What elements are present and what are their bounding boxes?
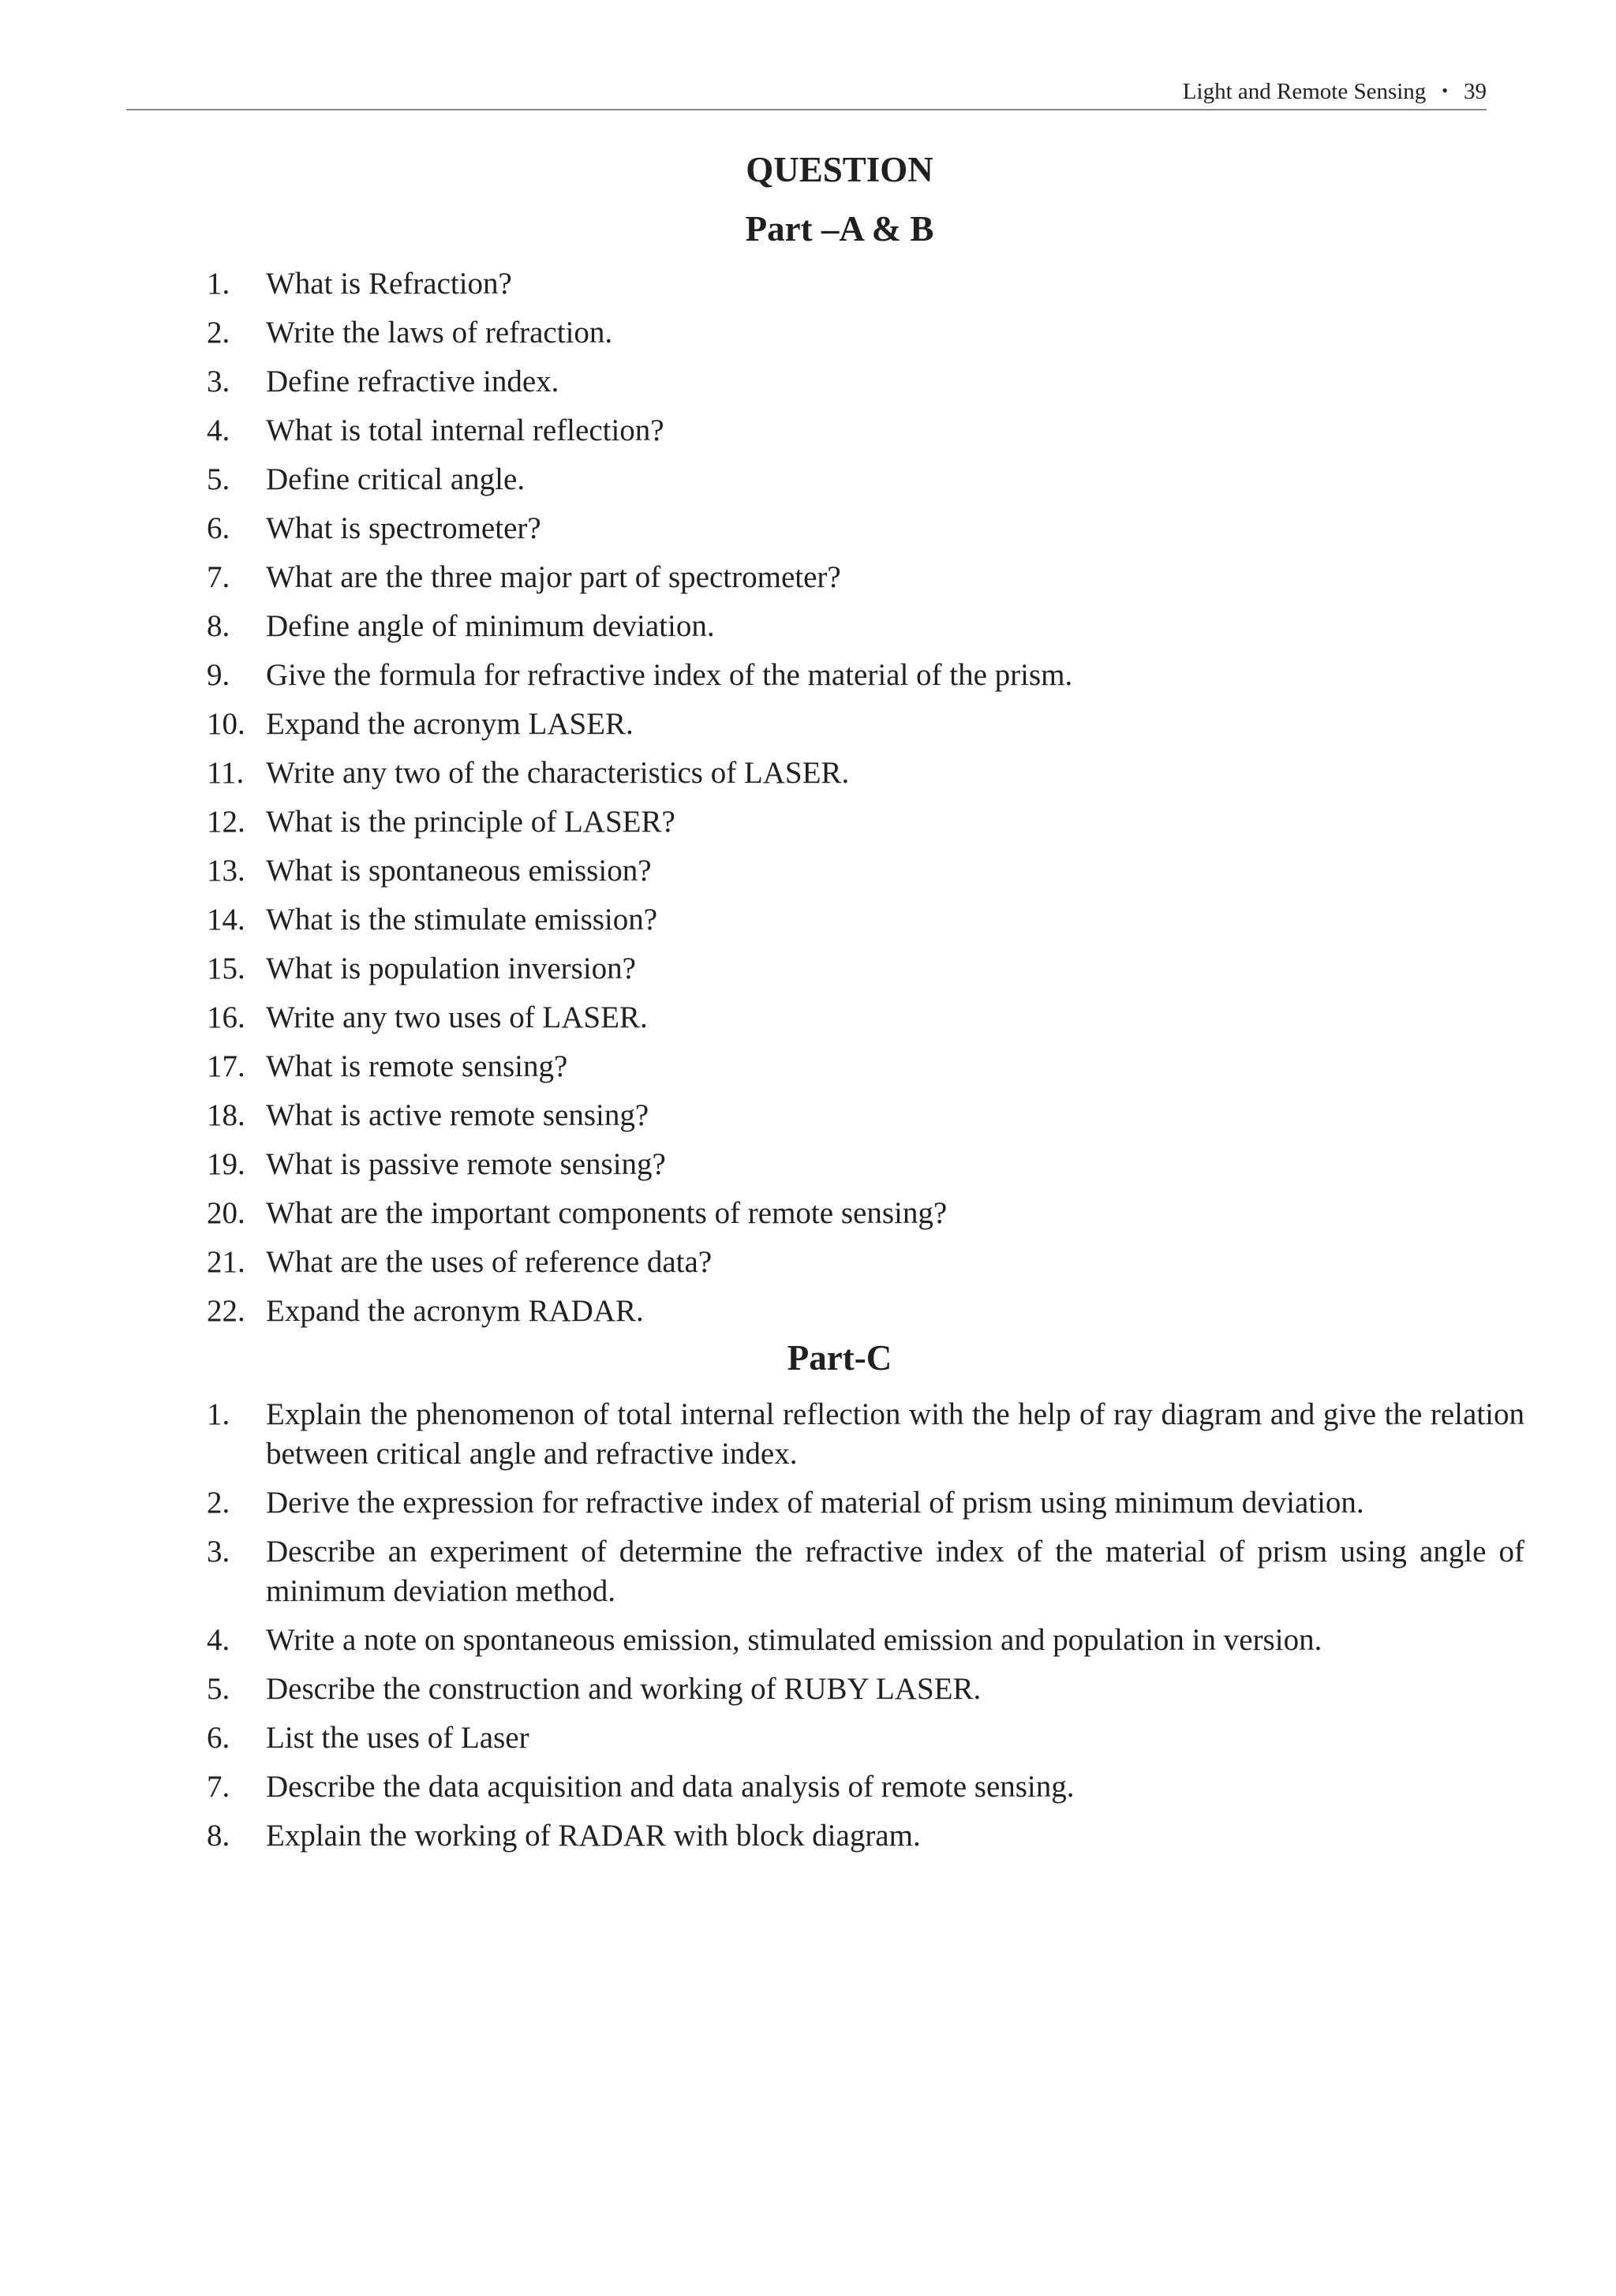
question-text: What is population inversion? [266,952,636,985]
question-number: 1. [207,267,230,301]
question-item [207,509,1524,558]
question-number: 7. [207,1770,230,1804]
question-item [207,1767,1524,1807]
question-number: 2. [207,1486,230,1520]
question-item [207,1532,1524,1611]
question-text: What is remote sensing? [266,1049,568,1083]
question-item [207,1395,1524,1474]
question-item [207,1483,1524,1523]
question-number: 15. [207,952,245,985]
question-item [207,802,1524,851]
page-number: 39 [1464,79,1487,104]
question-number: 13. [207,854,245,888]
question-text: Describe the data acquisition and data analysis of remote sensing. [266,1770,1075,1804]
question-item [207,313,1524,362]
question-text: Define critical angle. [266,462,526,496]
question-item [207,656,1524,705]
header-text [1183,77,1487,105]
question-item [207,1816,1524,1856]
question-text: Explain the phenomenon of total internal reflection with the help of ray diagram and give the relation between critical angle and refractive index. [266,1397,1524,1471]
question-item [207,900,1524,949]
question-number: 14. [207,903,245,937]
question-number: 8. [207,1819,230,1853]
question-item [207,264,1524,313]
question-item [207,1145,1524,1194]
question-number: 6. [207,511,230,545]
question-text: Define angle of minimum deviation. [266,609,715,643]
part-ab-heading: Part –A & B [745,209,934,249]
question-text: Describe the construction and working of RUBY LASER. [266,1672,982,1706]
question-number: 9. [207,658,230,692]
question-number: 6. [207,1721,230,1755]
question-number: 7. [207,560,230,594]
question-item [207,949,1524,998]
header-title: Light and Remote Sensing [1182,79,1427,104]
question-number: 3. [207,1535,230,1569]
question-item [207,1670,1524,1709]
part-c-question-list [207,1395,1524,1865]
main-heading: QUESTION [746,150,933,189]
part-c-heading: Part-C [787,1338,892,1378]
question-item [207,1621,1524,1660]
question-number: 20. [207,1196,245,1230]
part-ab-question-list [207,264,1524,1341]
question-number: 17. [207,1049,245,1083]
question-text: Derive the expression for refractive index of material of prism using minimum deviation. [266,1486,1364,1520]
question-item [207,705,1524,753]
question-number: 3. [207,365,230,398]
question-number: 22. [207,1294,245,1328]
question-item [207,1292,1524,1341]
question-item [207,851,1524,900]
question-item [207,1718,1524,1758]
question-item [207,1096,1524,1145]
header-bullet: • [1442,80,1448,100]
question-number: 11. [207,756,245,790]
question-item [207,362,1524,411]
question-number: 2. [207,316,230,350]
question-text: Expand the acronym RADAR. [266,1294,644,1328]
question-number: 5. [207,462,230,496]
question-text: What is Refraction? [266,267,512,301]
question-text: What are the uses of reference data? [266,1245,713,1279]
question-number: 4. [207,413,230,447]
running-header [126,73,1487,110]
question-text: What is active remote sensing? [266,1098,649,1132]
question-text: Describe an experiment of determine the refractive index of the material of prism using angle of minimum deviation method. [266,1535,1524,1608]
question-text: What is spectrometer? [266,511,541,545]
question-text: Explain the working of RADAR with block diagram. [266,1819,921,1853]
question-text: What are the important components of remote sensing? [266,1196,948,1230]
question-text: Define refractive index. [266,365,559,398]
question-text: Write the laws of refraction. [266,316,613,350]
question-item [207,460,1524,509]
question-text: What is total internal reflection? [266,413,664,447]
question-number: 16. [207,1000,245,1034]
question-item [207,558,1524,607]
question-text: Give the formula for refractive index of the material of the prism. [266,658,1073,692]
question-text: What is the stimulate emission? [266,903,658,937]
question-item [207,998,1524,1047]
question-number: 19. [207,1147,245,1181]
question-text: Write any two uses of LASER. [266,1000,648,1034]
question-item [207,411,1524,460]
question-text: Write a note on spontaneous emission, stimulated emission and population in version. [266,1623,1322,1657]
question-item [207,1047,1524,1096]
question-item [207,753,1524,802]
question-text: What is spontaneous emission? [266,854,652,888]
question-number: 4. [207,1623,230,1657]
question-item [207,1194,1524,1243]
question-text: What are the three major part of spectrometer? [266,560,841,594]
question-text: List the uses of Laser [266,1721,529,1755]
question-text: Write any two of the characteristics of LASER. [266,756,850,790]
question-number: 21. [207,1245,245,1279]
question-number: 18. [207,1098,245,1132]
question-text: What is passive remote sensing? [266,1147,666,1181]
question-item [207,1243,1524,1292]
question-number: 5. [207,1672,230,1706]
question-number: 10. [207,707,245,741]
question-text: What is the principle of LASER? [266,805,675,839]
question-number: 12. [207,805,245,839]
question-number: 8. [207,609,230,643]
question-number: 1. [207,1397,230,1431]
question-item [207,607,1524,656]
question-text: Expand the acronym LASER. [266,707,634,741]
